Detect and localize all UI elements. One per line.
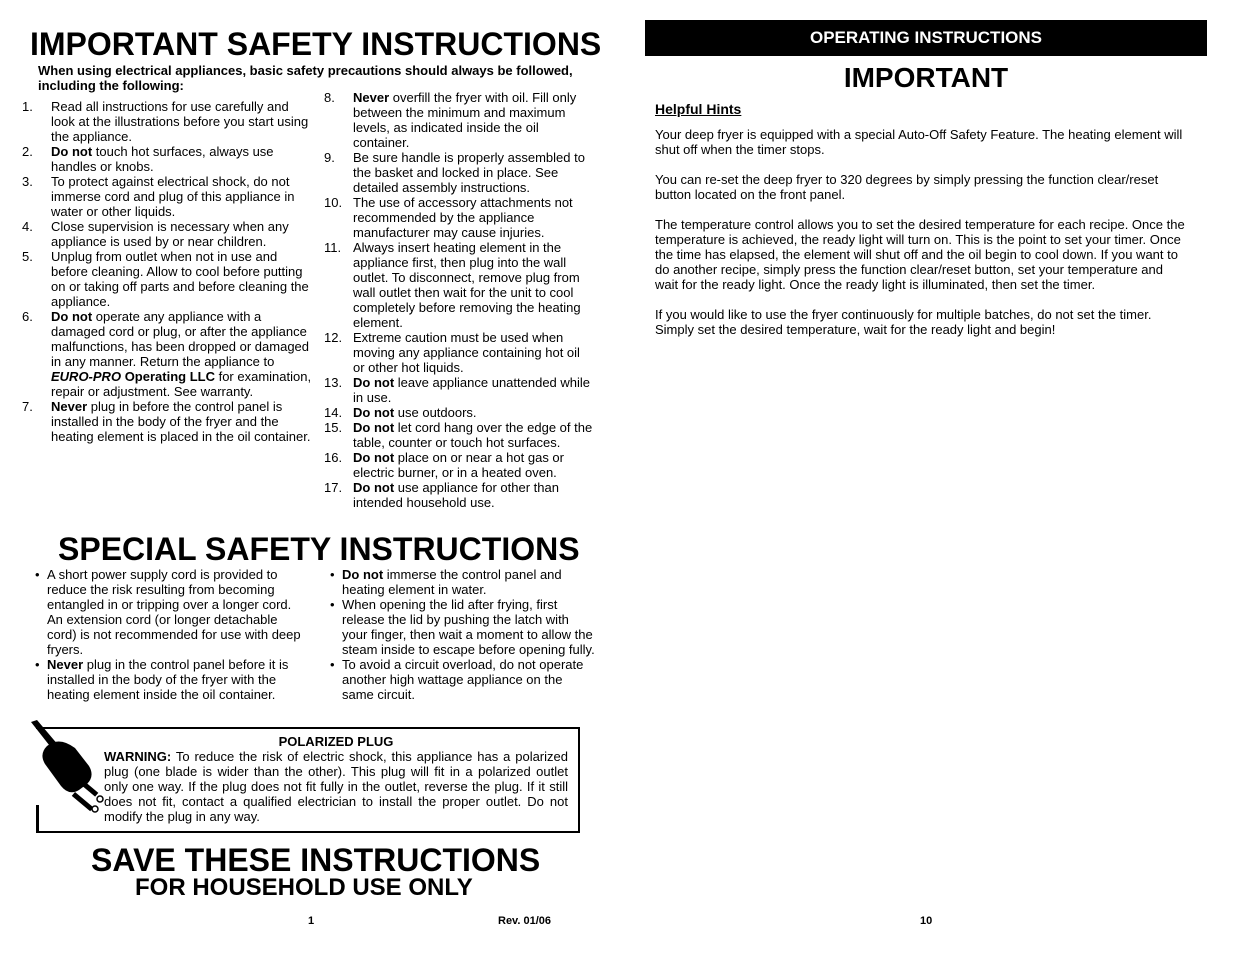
- list-item: 13. Do not leave appliance unattended while in use.: [324, 375, 591, 405]
- polarized-plug-box: [36, 727, 580, 833]
- list-item: 7. Never plug in before the control panel is installed in the body of the fryer and the heating element is placed in the oil container.: [22, 399, 311, 444]
- list-item: 12. Extreme caution must be used when moving any appliance containing hot oil or other hot liquids.: [324, 330, 580, 375]
- list-item: 17. Do not use appliance for other than intended household use.: [324, 480, 559, 510]
- list-item: 5. Unplug from outlet when not in use and before cleaning. Allow to cool before putting on or taking off parts and before cleaning the appliance.: [22, 249, 309, 309]
- list-item: • A short power supply cord is provided to reduce the risk resulting from becoming entangled in or tripping over a longer cord. An extension cord (or longer detachable cord) is not recommended for use with deep fryers.: [35, 567, 301, 657]
- special-list-col2: [328, 567, 596, 702]
- list-item: 2. Do not touch hot surfaces, always use handles or knobs.: [22, 144, 274, 174]
- save-title: SAVE THESE INSTRUCTIONS: [91, 842, 541, 878]
- plug-title: POLARIZED PLUG: [278, 734, 394, 749]
- list-item: 9. Be sure handle is properly assembled to the basket and locked in place. See detailed assembly instructions.: [324, 150, 585, 195]
- list-item: 8. Never overfill the fryer with oil. Fill only between the minimum and maximum levels, as indicated inside the oil container.: [324, 90, 577, 150]
- intro-text: When using electrical appliances, basic safety precautions should always be followed, including the following:: [38, 63, 573, 93]
- special-list-col1: [33, 567, 303, 702]
- list-item: • Do not immerse the control panel and heating element in water.: [330, 567, 562, 597]
- hint-paragraph: The temperature control allows you to set the desired temperature for each recipe. Once the temperature is achieved, the ready light will turn on. This is the point to set your timer. Once the time has elapsed, the element will shut off and the oil begin to cool down. If you want to do another recipe, simply press the function clear/reset button, set your temperature and wait for the ready light. Once the ready light is illuminated, then set the timer.: [655, 217, 1185, 292]
- special-title: SPECIAL SAFETY INSTRUCTIONS: [58, 531, 580, 567]
- hint-paragraph: You can re-set the deep fryer to 320 degrees by simply pressing the function clear/reset button located on the front panel.: [655, 172, 1159, 202]
- list-item: • Never plug in the control panel before it is installed in the body of the fryer with the heating element inside the oil container.: [35, 657, 289, 702]
- hints-body: [655, 127, 1185, 352]
- hint-paragraph: Your deep fryer is equipped with a special Auto-Off Safety Feature. The heating element will shut off when the timer stops.: [655, 127, 1183, 157]
- list-item: 4. Close supervision is necessary when any appliance is used by or near children.: [22, 219, 289, 249]
- list-item: 15. Do not let cord hang over the edge of the table, counter or touch hot surfaces.: [324, 420, 593, 450]
- page-title: IMPORTANT SAFETY INSTRUCTIONS: [30, 26, 602, 62]
- list-item: 6. Do not operate any appliance with a damaged cord or plug, or after the appliance malfunctions, has been dropped or damaged in any manner. Return the appliance to EURO-PRO Operating LLC for examination, repair or adjustment. See warranty.: [22, 309, 312, 399]
- safety-list-col2: [324, 90, 594, 510]
- list-item: 16. Do not place on or near a hot gas or electric burner, or in a heated oven.: [324, 450, 564, 480]
- list-item: 3. To protect against electrical shock, do not immerse cord and plug of this appliance in water or other liquids.: [22, 174, 295, 219]
- page-number-right: 10: [920, 915, 933, 927]
- list-item: • To avoid a circuit overload, do not operate another high wattage appliance on the same circuit.: [330, 657, 584, 702]
- plug-warning: WARNING: To reduce the risk of electric shock, this appliance has a polarized plug (one blade is wider than the other). This plug will fit in a polarized outlet only one way. If the plug does not fit fully in the outlet, reverse the plug. If it still does not fit, contact a qualified electrician to install the proper outlet. Do not modify the plug in any way.: [104, 749, 568, 824]
- hints-heading: Helpful Hints: [655, 101, 742, 117]
- household-note: FOR HOUSEHOLD USE ONLY: [135, 874, 473, 901]
- hint-paragraph: If you would like to use the fryer continuously for multiple batches, do not set the timer. Simply set the desired temperature, wait for the ready light and begin!: [655, 307, 1152, 337]
- safety-list-col1: [22, 99, 312, 444]
- list-item: 14. Do not use outdoors.: [324, 405, 477, 420]
- important-heading: IMPORTANT: [843, 62, 1009, 93]
- plug-icon: [25, 720, 107, 816]
- list-item: 11. Always insert heating element in the appliance first, then plug into the wall outlet. To disconnect, remove plug from wall outlet then wait for the unit to cool completely before removing the heating element.: [324, 240, 581, 330]
- page-number-left: 1: [308, 915, 315, 927]
- operating-bar: OPERATING INSTRUCTIONS: [645, 20, 1207, 56]
- list-item: • When opening the lid after frying, first release the lid by pushing the latch with your finger, then wait a moment to allow the steam inside to escape before opening fully.: [330, 597, 595, 657]
- revision-label: Rev. 01/06: [498, 915, 552, 927]
- list-item: 1. Read all instructions for use carefully and look at the illustrations before you start using the appliance.: [22, 99, 309, 144]
- list-item: 10. The use of accessory attachments not recommended by the appliance manufacturer may cause injuries.: [324, 195, 573, 240]
